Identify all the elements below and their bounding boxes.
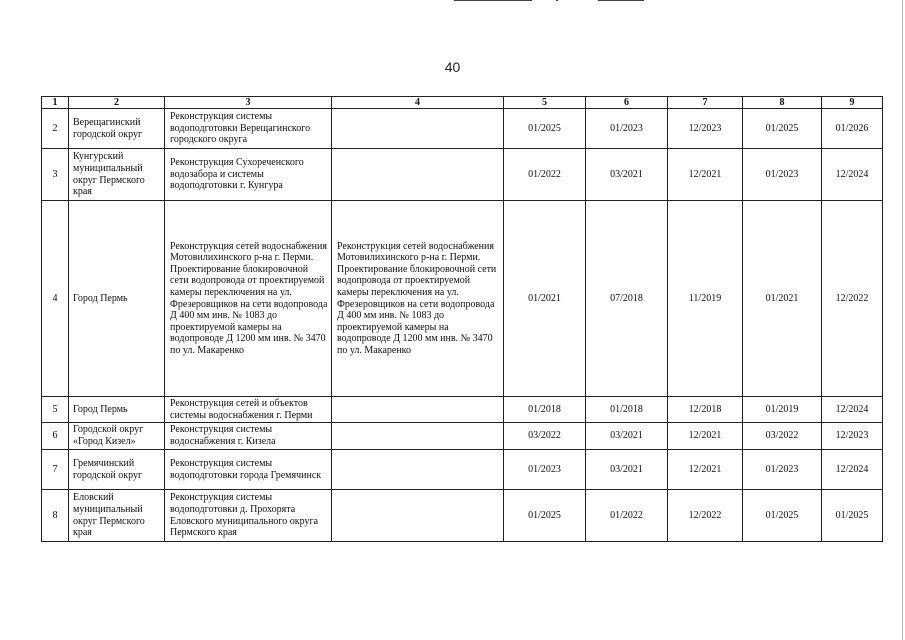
table-row (42, 423, 883, 450)
municipality-cell: Верещагинский городской округ (69, 109, 165, 149)
municipality-cell: Городской округ «Город Кизел» (69, 423, 165, 450)
date-col7-cell: 12/2022 (668, 490, 743, 542)
row-number: 3 (42, 149, 69, 201)
date-col7-cell: 12/2018 (668, 397, 743, 423)
date-col8-cell: 01/2019 (743, 397, 822, 423)
date-col9-cell: 12/2024 (822, 450, 883, 490)
date-col6-cell: 03/2021 (586, 423, 668, 450)
date-col8-cell: 01/2025 (743, 109, 822, 149)
col-header-6: 6 (586, 97, 668, 109)
projects-table (41, 96, 883, 542)
date-col7-cell: 11/2019 (668, 201, 743, 397)
date-col8-cell: 01/2025 (743, 490, 822, 542)
object-cell (332, 450, 504, 490)
object-cell: Реконструкция сетей водоснабжения Мотовилихинского р-на г. Перми. Проектирование блокировочной сети водопровода от проектируемой камеры переключения на ул. Фрезеровщиков на сети водопровода Д 400 мм инв. № 1083 до проектируемой камеры на водопроводе Д 1200 мм инв. № 3470 по ул. Макаренко (332, 201, 504, 397)
object-cell (332, 109, 504, 149)
object-cell (332, 149, 504, 201)
date-col5-cell: 01/2025 (504, 109, 586, 149)
scan-edge-line (902, 0, 903, 640)
project-cell: Реконструкция системы водоподготовки Верещагинского городского округа (165, 109, 332, 149)
row-number: 4 (42, 201, 69, 397)
row-number: 2 (42, 109, 69, 149)
date-col9-cell: 12/2024 (822, 149, 883, 201)
table-row (42, 397, 883, 423)
date-col7-cell: 12/2021 (668, 450, 743, 490)
project-cell: Реконструкция системы водоподготовки д. Прохорята Еловского муниципального округа Пермского края (165, 490, 332, 542)
date-col7-cell: 12/2023 (668, 109, 743, 149)
date-col5-cell: 01/2025 (504, 490, 586, 542)
municipality-cell: Кунгурский муниципальный округ Пермского края (69, 149, 165, 201)
col-header-3: 3 (165, 97, 332, 109)
date-col7-cell: 12/2021 (668, 149, 743, 201)
table-row (42, 450, 883, 490)
date-col7-cell: 12/2021 (668, 423, 743, 450)
col-header-5: 5 (504, 97, 586, 109)
project-cell: Реконструкция Сухореченского водозабора и системы водоподготовки г. Кунгура (165, 149, 332, 201)
object-cell (332, 397, 504, 423)
col-header-1: 1 (42, 97, 69, 109)
date-col5-cell: 01/2022 (504, 149, 586, 201)
project-cell: Реконструкция сетей и объектов системы водоснабжения г. Перми (165, 397, 332, 423)
col-header-4: 4 (332, 97, 504, 109)
municipality-cell: Город Пермь (69, 397, 165, 423)
municipality-cell: Гремячинский городской округ (69, 450, 165, 490)
col-header-7: 7 (668, 97, 743, 109)
header-row (42, 97, 883, 109)
date-col9-cell: 01/2025 (822, 490, 883, 542)
date-col6-cell: 07/2018 (586, 201, 668, 397)
date-col6-cell: 03/2021 (586, 450, 668, 490)
table-row (42, 490, 883, 542)
municipality-cell: Город Пермь (69, 201, 165, 397)
date-col5-cell: 03/2022 (504, 423, 586, 450)
col-header-2: 2 (69, 97, 165, 109)
date-col8-cell: 03/2022 (743, 423, 822, 450)
object-cell (332, 423, 504, 450)
project-cell: Реконструкция сетей водоснабжения Мотовилихинского р-на г. Перми. Проектирование блокировочной сети водопровода от проектируемой камеры переключения на ул. Фрезеровщиков на сети водопровода Д 400 мм инв. № 1083 до проектируемой камеры на водопроводе Д 1200 мм инв. № 3470 по ул. Макаренко (165, 201, 332, 397)
date-col8-cell: 01/2023 (743, 450, 822, 490)
header-rule-right (598, 0, 644, 1)
project-cell: Реконструкция системы водоподготовки города Гремячинск (165, 450, 332, 490)
table-row (42, 109, 883, 149)
date-col5-cell: 01/2021 (504, 201, 586, 397)
date-col8-cell: 01/2023 (743, 149, 822, 201)
date-col9-cell: 12/2023 (822, 423, 883, 450)
date-col8-cell: 01/2021 (743, 201, 822, 397)
date-col5-cell: 01/2018 (504, 397, 586, 423)
object-cell (332, 490, 504, 542)
col-header-9: 9 (822, 97, 883, 109)
row-number: 5 (42, 397, 69, 423)
table-row (42, 149, 883, 201)
date-col6-cell: 03/2021 (586, 149, 668, 201)
date-col5-cell: 01/2023 (504, 450, 586, 490)
date-col6-cell: 01/2018 (586, 397, 668, 423)
row-number: 8 (42, 490, 69, 542)
col-header-8: 8 (743, 97, 822, 109)
row-number: 6 (42, 423, 69, 450)
header-rule-dot (556, 0, 558, 1)
date-col9-cell: 01/2026 (822, 109, 883, 149)
date-col6-cell: 01/2023 (586, 109, 668, 149)
date-col9-cell: 12/2024 (822, 397, 883, 423)
table-row (42, 201, 883, 397)
row-number: 7 (42, 450, 69, 490)
date-col6-cell: 01/2022 (586, 490, 668, 542)
project-cell: Реконструкция системы водоснабжения г. Кизела (165, 423, 332, 450)
page-number: 40 (444, 59, 461, 75)
municipality-cell: Еловский муниципальный округ Пермского края (69, 490, 165, 542)
header-rule-left (454, 0, 532, 1)
date-col9-cell: 12/2022 (822, 201, 883, 397)
